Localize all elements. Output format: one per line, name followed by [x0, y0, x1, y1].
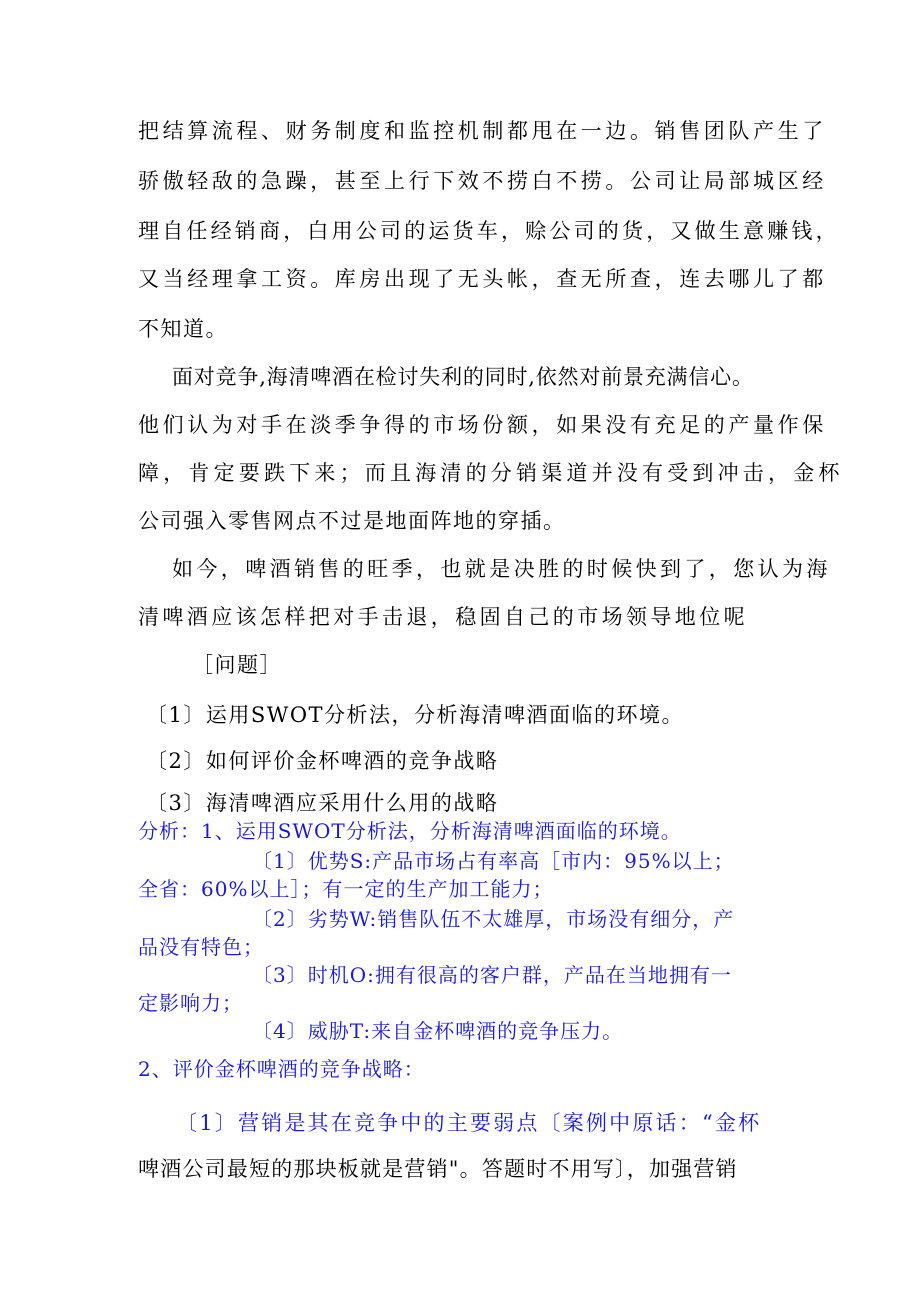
analysis-threat: 〔4〕威胁T:来自金杯啤酒的竞争压力。 — [252, 1019, 624, 1043]
analysis-opportunity-line-1: 〔3〕时机O:拥有很高的客户群，产品在当地拥有一 — [252, 963, 732, 987]
paragraph-1-line-5: 不知道。 — [138, 317, 228, 341]
question-3: 〔3〕海清啤酒应采用什么用的战略 — [146, 791, 499, 815]
paragraph-1-line-1: 把结算流程、财务制度和监控机制都甩在一边。销售团队产生了 — [138, 119, 827, 143]
analysis-strength-line-2: 全省：60%以上］；有一定的生产加工能力； — [138, 877, 554, 901]
paragraph-1-line-4: 又当经理拿工资。库房出现了无头帐，查无所查，连去哪儿了都 — [138, 267, 827, 291]
analysis-strength-line-1: 〔1〕优势S:产品市场占有率高［市内：95%以上； — [252, 849, 735, 873]
question-1: 〔1〕运用SWOT分析法，分析海清啤酒面临的环境。 — [146, 703, 685, 727]
analysis-heading: 分析：1、运用SWOT分析法，分析海清啤酒面临的环境。 — [138, 819, 682, 843]
paragraph-2-line-1: 面对竞争,海清啤酒在检讨失利的同时,依然对前景充满信心。 — [172, 365, 754, 389]
paragraph-1-line-3: 理自任经销商，白用公司的运货车，赊公司的货，又做生意赚钱， — [138, 219, 840, 243]
analysis-section-2-line-2: 啤酒公司最短的那块板就是营销"。答题时不用写〕，加强营销 — [138, 1157, 738, 1181]
analysis-section-2-heading: 2、评价金杯啤酒的竞争战略： — [138, 1057, 425, 1081]
paragraph-3-line-2: 清啤酒应该怎样把对手击退，稳固自己的市场领导地位呢 — [138, 605, 748, 629]
paragraph-2-line-2: 他们认为对手在淡季争得的市场份额，如果没有充足的产量作保 — [138, 413, 827, 437]
analysis-weakness-line-2: 品没有特色； — [138, 935, 264, 959]
paragraph-2-line-4: 公司强入零售网点不过是地面阵地的穿插。 — [138, 509, 566, 533]
questions-heading: ［问题］ — [192, 653, 282, 677]
analysis-section-2-line-1: 〔1〕营销是其在竞争中的主要弱点〔案例中原话：“金杯 — [176, 1111, 762, 1135]
paragraph-3-line-1: 如今，啤酒销售的旺季，也就是决胜的时候快到了，您认为海 — [172, 557, 831, 581]
analysis-weakness-line-1: 〔2〕劣势W:销售队伍不太雄厚，市场没有细分，产 — [252, 907, 735, 931]
analysis-opportunity-line-2: 定影响力； — [138, 991, 243, 1015]
paragraph-2-line-3: 障，肯定要跌下来；而且海清的分销渠道并没有受到冲击，金杯 — [138, 461, 844, 485]
question-2: 〔2〕如何评价金杯啤酒的竞争战略 — [146, 749, 499, 773]
paragraph-1-line-2: 骄傲轻敌的急躁，甚至上行下效不捞白不捞。公司让局部城区经 — [138, 169, 827, 193]
